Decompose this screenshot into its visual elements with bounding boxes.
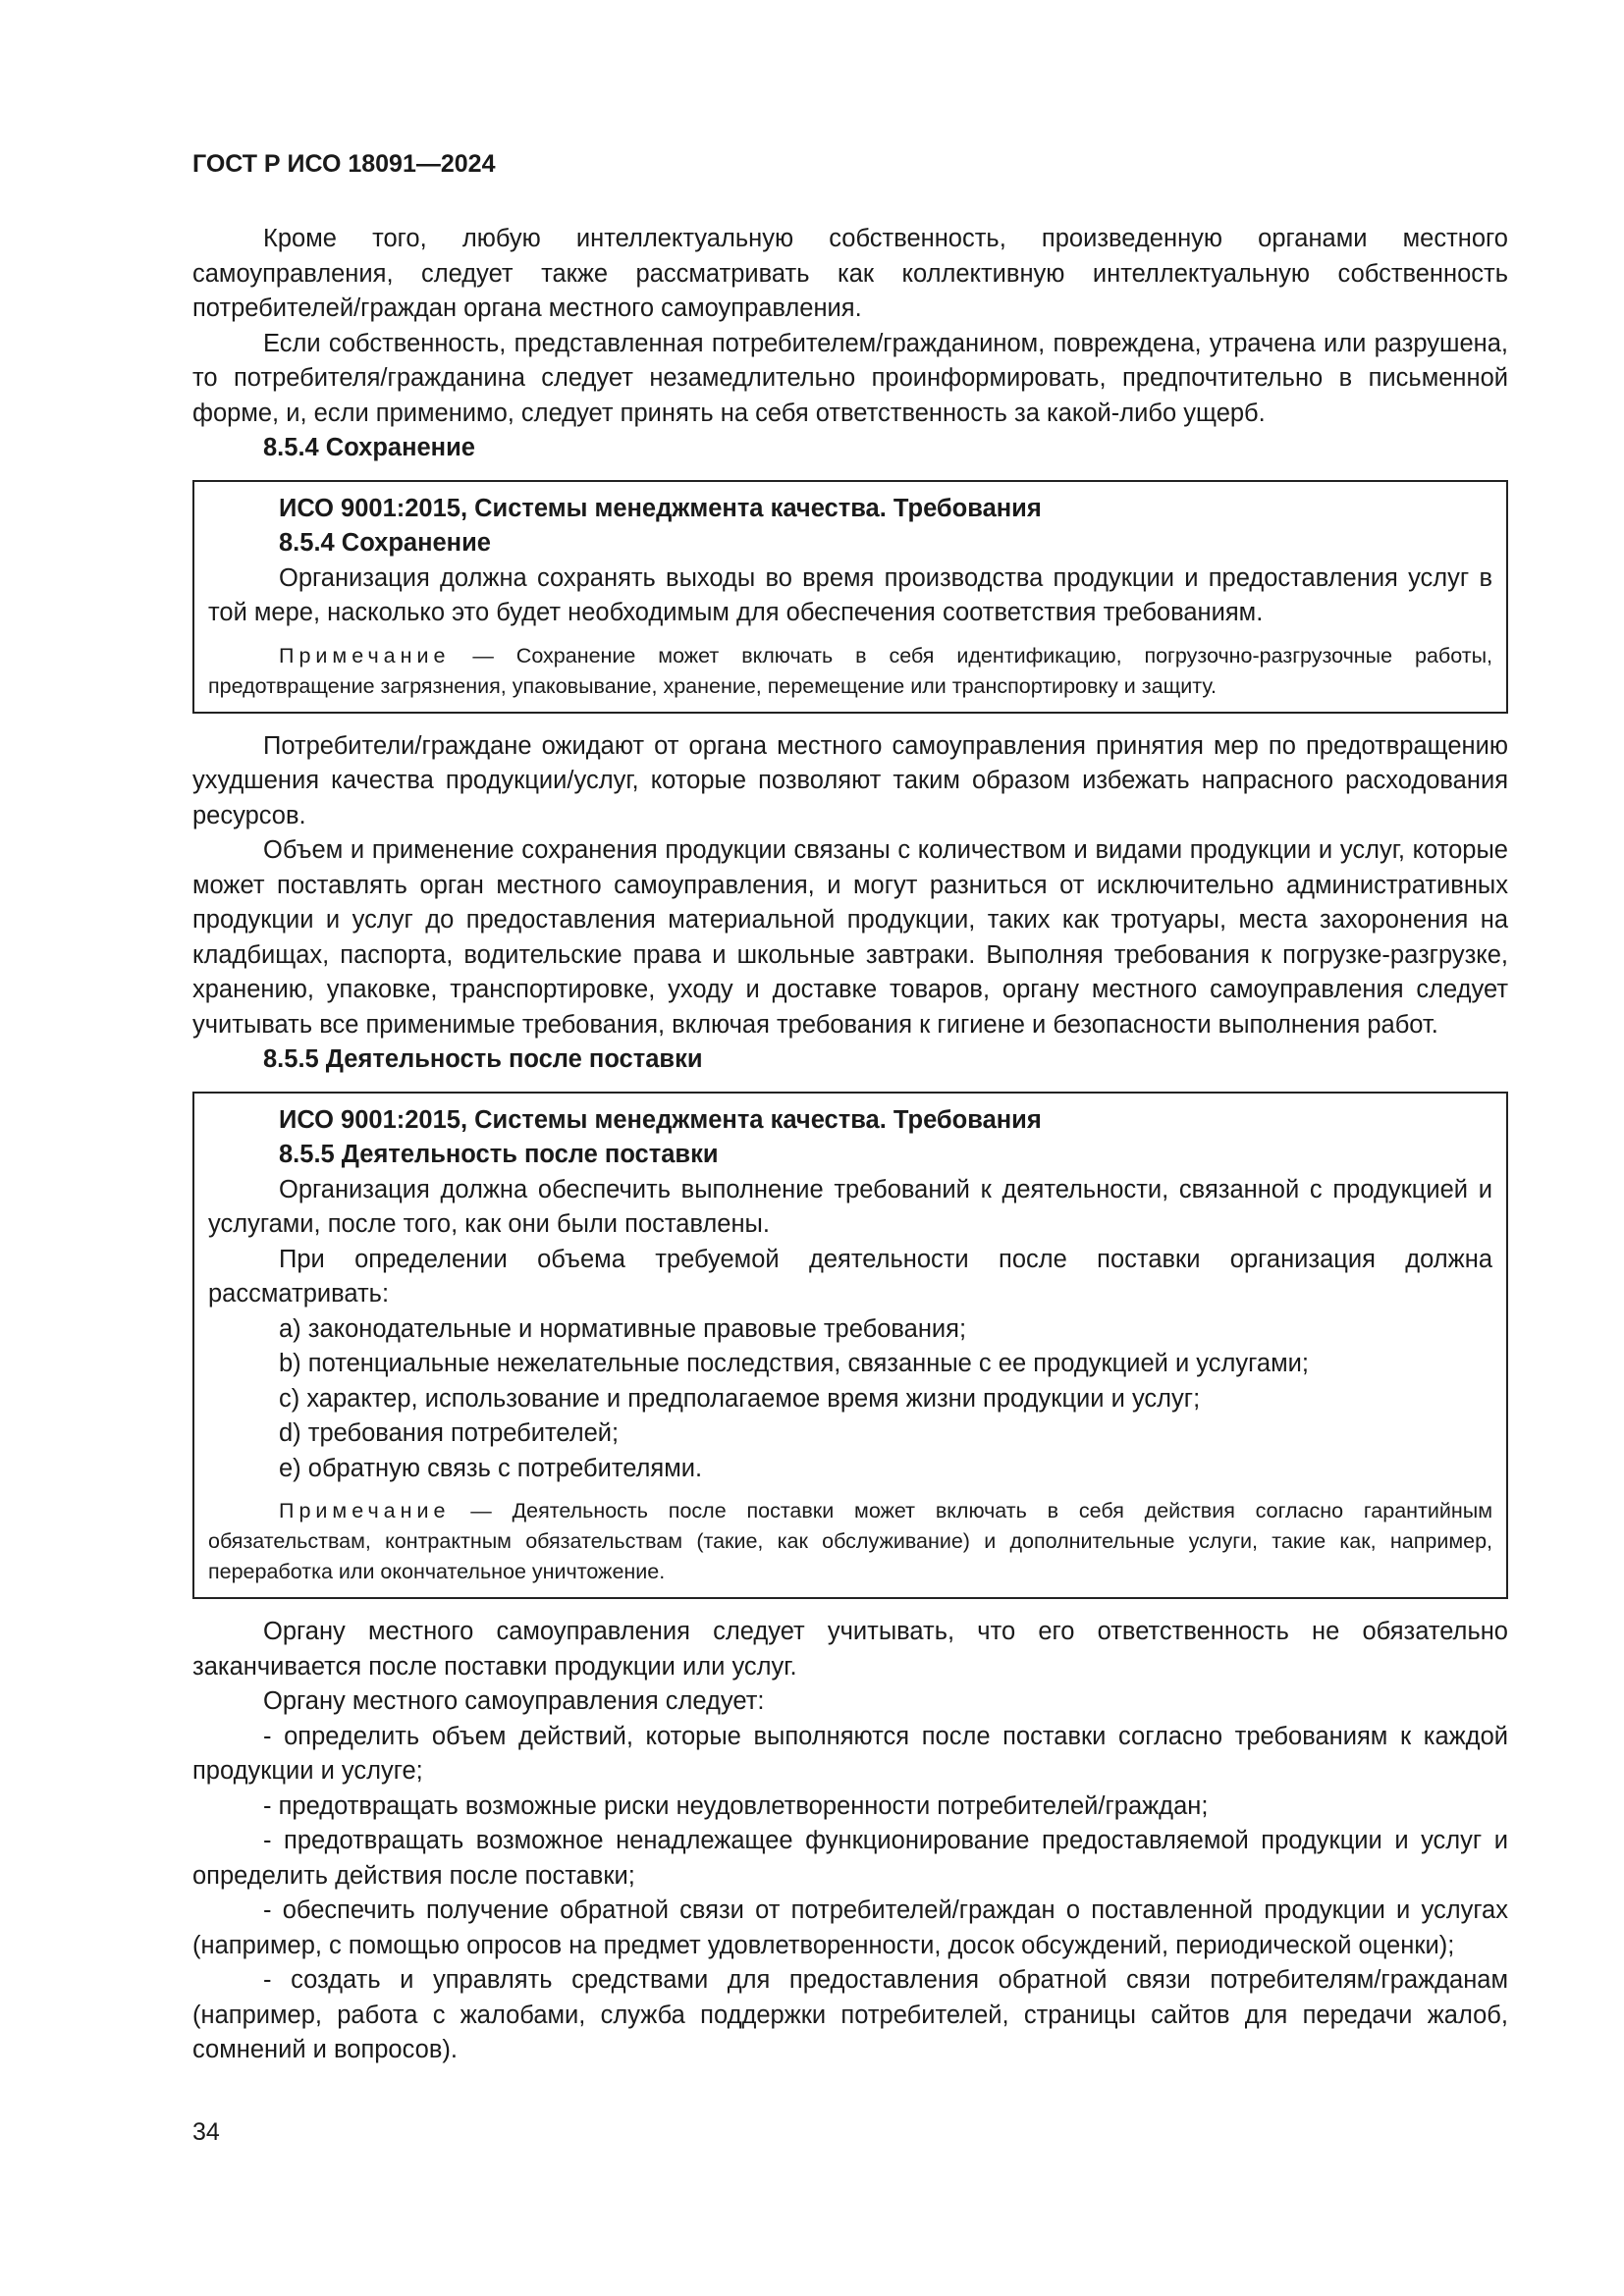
page-number: 34 [192, 2118, 220, 2146]
note-label: Примечание [279, 643, 451, 667]
document-header: ГОСТ Р ИСО 18091—2024 [192, 150, 496, 178]
requirements-list [208, 1312, 1492, 1487]
list-item: c) характер, использование и предполагаемое время жизни продукции и услуг; [279, 1384, 1201, 1413]
section-heading-855: 8.5.5 Деятельность после поставки [263, 1045, 703, 1073]
paragraph: Органу местного самоуправления следует учитывать, что его ответственность не обязательно заканчивается после поставки продукции или услуг. [192, 1618, 1508, 1681]
note-label: Примечание [279, 1499, 451, 1522]
box-text: При определении объема требуемой деятельности после поставки организация должна рассматривать: [208, 1245, 1492, 1308]
paragraph: Потребители/граждане ожидают от органа местного самоуправления принятия мер по предотвращению ухудшения качества продукции/услуг, которые позволяют таким образом избежать напрасного расходования ресурсов. [192, 731, 1508, 829]
bullet-paragraph: - предотвращать возможное ненадлежащее функционирование предоставляемой продукции и услуг и определить действия после поставки; [192, 1827, 1508, 1890]
box-text: Организация должна обеспечить выполнение требований к деятельности, связанной с продукцией и услугами, после того, как они были поставлены. [208, 1175, 1492, 1238]
bullet-paragraph: - создать и управлять средствами для предоставления обратной связи потребителям/гражданам (например, работа с жалобами, служба поддержки потребителей, страницы сайтов для передачи жалоб, сомнений и вопросов). [192, 1966, 1508, 2063]
note-text: — Сохранение может включать в себя идентификацию, погрузочно-разгрузочные работы, предотвращение загрязнения, упаковывание, хранение, перемещение или транспортировку и защиту. [208, 643, 1492, 698]
note-text: — Деятельность после поставки может включать в себя действия согласно гарантийным обязательствам, контрактным обязательствам (такие, как обслуживание) и дополнительные услуги, такие как, например, переработка или окончательное уничтожение. [208, 1499, 1492, 1583]
paragraph: Кроме того, любую интеллектуальную собственность, произведенную органами местного самоуправления, следует также рассматривать как коллективную интеллектуальную собственность потребителей/граждан органа местного самоуправления. [192, 225, 1508, 322]
iso-quote-box-854 [192, 480, 1508, 714]
paragraph: Если собственность, представленная потребителем/гражданином, повреждена, утрачена или разрушена, то потребителя/гражданина следует незамедлительно проинформировать, предпочтительно в письменной форме, и, если применимо, следует принять на себя ответственность за какой-либо ущерб. [192, 329, 1508, 427]
list-item: d) требования потребителей; [279, 1419, 620, 1447]
bullet-paragraph: - определить объем действий, которые выполняются после поставки согласно требованиям к каждой продукции и услуге; [192, 1722, 1508, 1785]
bullet-paragraph: - предотвращать возможные риски неудовлетворенности потребителей/граждан; [263, 1791, 1209, 1820]
box-heading: 8.5.4 Сохранение [279, 529, 491, 557]
bullet-paragraph: - обеспечить получение обратной связи от потребителей/граждан о поставленной продукции и услугах (например, с помощью опросов на предмет удовлетворенности, досок обсуждений, периодической оценки); [192, 1896, 1508, 1959]
box-note [208, 1496, 1492, 1587]
list-item: e) обратную связь с потребителями. [279, 1454, 703, 1482]
paragraph: Органу местного самоуправления следует: [263, 1687, 765, 1715]
iso-quote-box-855 [192, 1092, 1508, 1600]
box-text: Организация должна сохранять выходы во время производства продукции и предоставления услуг в той мере, насколько это будет необходимым для обеспечения соответствия требованиям. [208, 563, 1492, 626]
box-title: ИСО 9001:2015, Системы менеджмента качества. Требования [279, 494, 1042, 522]
box-heading: 8.5.5 Деятельность после поставки [279, 1141, 719, 1168]
box-note [208, 641, 1492, 702]
section-heading-854: 8.5.4 Сохранение [263, 434, 475, 461]
box-title: ИСО 9001:2015, Системы менеджмента качества. Требования [279, 1105, 1042, 1134]
list-item: b) потенциальные нежелательные последствия, связанные с ее продукцией и услугами; [279, 1350, 1309, 1377]
paragraph: Объем и применение сохранения продукции связаны с количеством и видами продукции и услуг, которые может поставлять орган местного самоуправления, и могут разниться от исключительно административных продукции и услуг до предоставления материальной продукции, таких как тротуары, места захоронения на кладбищах, паспорта, водительские права и школьные завтраки. Выполняя требования к погрузке-разгрузке, хранению, упаковке, транспортировке, уходу и доставке товаров, органу местного самоуправления следует учитывать все применимые требования, включая требования к гигиене и безопасности выполнения работ. [192, 836, 1508, 1039]
list-item: a) законодательные и нормативные правовые требования; [279, 1314, 967, 1343]
document-page [192, 147, 1508, 2068]
